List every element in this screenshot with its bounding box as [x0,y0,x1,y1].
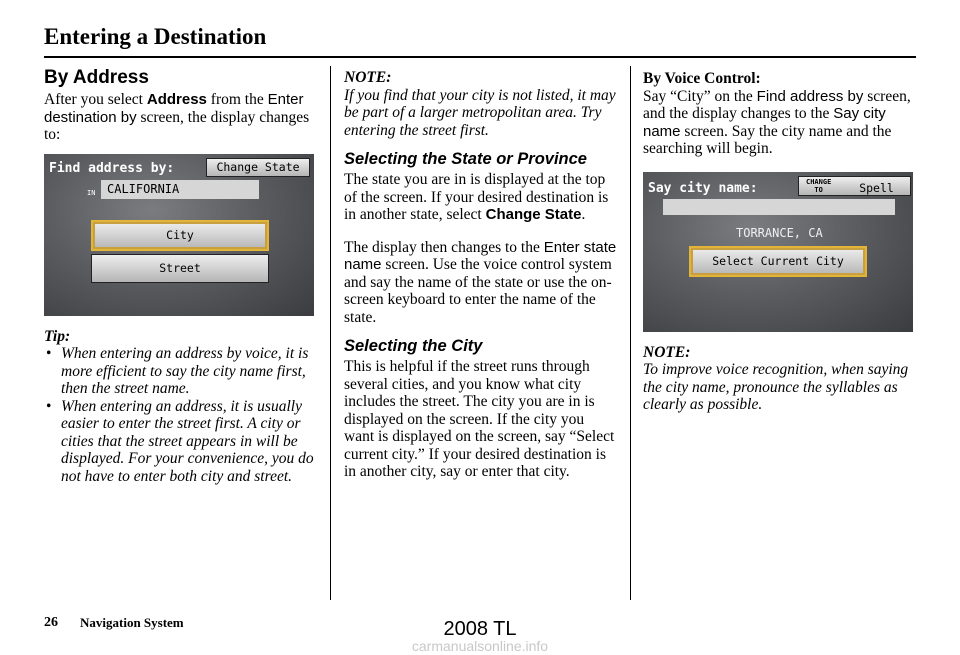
selecting-city-heading: Selecting the City [344,337,483,355]
column-2 [344,66,618,481]
column-divider-1 [330,66,331,600]
change-state-term: Change State [485,206,582,223]
voice-control-paragraph: Say “City” on the Find address by screen, and the display changes to the Say city name screen. Say the city name and the searching will begin. [643,87,911,157]
note-text: If you find that your city is not listed, it may be part of a larger metropolitan area. Try entering the street first. [344,86,616,139]
selecting-state-heading: Selecting the State or Province [344,150,587,168]
spell-mode-label: Spell [859,180,894,195]
say-city-name-term: Say city name [643,105,886,140]
column-divider-2 [630,66,631,600]
tip-item: • When entering an address, it is usually easier to enter the street first. A city or cities that the street appears in will be displayed. For your convenience, you do not have to enter both city and street. [44,398,320,486]
change-state-button[interactable]: Change State [206,158,310,177]
city-paragraph: This is helpful if the street runs through several cities, and you know what city includes the street. The city you are in is displayed on the screen. If the city you want is displayed on the screen, say “Select current city.” If your desired destination is in another city, say or enter that city. [344,358,615,480]
current-city-label: TORRANCE, CA [736,225,823,240]
watermark: carmanualsonline.info [411,638,549,654]
tip-label: Tip: [44,327,71,345]
find-address-screen [44,154,314,316]
find-address-term: Find address by [756,87,864,105]
find-address-title: Find address by: [49,160,175,176]
footer-section-title: Navigation System [80,615,184,630]
street-button[interactable]: Street [91,254,269,283]
state-paragraph: The state you are in is displayed at the top of the screen. If your desired destination is in another state, select Change State. [344,171,609,223]
state-name-paragraph: The display then changes to the Enter state name screen. Use the voice control system and say the name of the state or use the on-screen keyboard to enter the name of the state. [344,238,617,326]
footer-model: 2008 TL [443,618,517,640]
page-title: Entering a Destination [44,24,267,49]
tip-list [44,345,320,485]
enter-state-name-term: Enter state name [344,238,617,273]
city-name-field[interactable] [663,199,895,215]
change-to-label: CHANGE TO [806,177,832,194]
say-city-name-screen [643,172,913,332]
tip-item: • When entering an address by voice, it is more efficient to say the city name first, then the street name. [44,345,320,398]
state-label: IN [87,188,96,197]
by-address-intro: After you select Address from the Enter destination by screen, the display changes to: [44,91,310,143]
say-city-name-title: Say city name: [648,180,758,196]
note-label: NOTE: [344,69,392,86]
change-to-spell-mode-button[interactable] [798,176,911,196]
voice-control-heading: By Voice Control: [643,70,761,87]
column-1 [44,66,320,485]
enter-destination-term: Enter destination by [44,91,304,126]
page-number: 26 [44,615,58,630]
by-address-heading: By Address [44,67,149,88]
header-rule [44,56,916,58]
select-current-city-button[interactable]: Select Current City [689,246,867,277]
state-field[interactable]: CALIFORNIA [101,180,259,199]
voice-note-text: To improve voice recognition, when saying the city name, pronounce the syllables as clearly as possible. [643,361,909,413]
voice-note-label: NOTE: [643,343,691,361]
address-term: Address [146,91,207,108]
column-3 [643,66,917,414]
city-button[interactable]: City [91,220,269,251]
